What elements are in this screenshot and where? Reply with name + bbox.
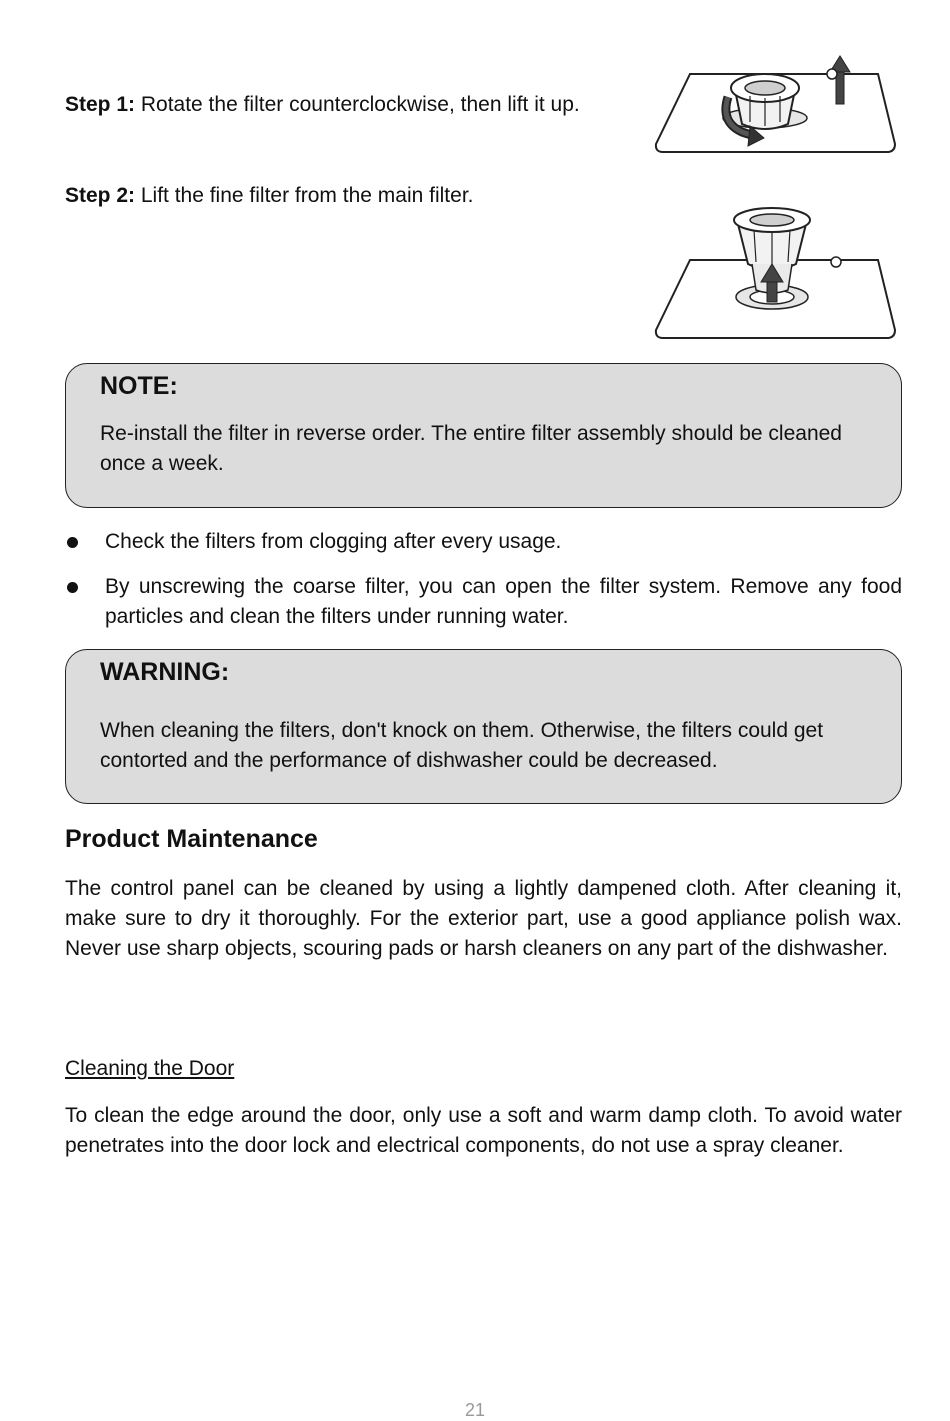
list-item	[65, 572, 902, 632]
note-text: Re-install the filter in reverse order. The entire filter assembly should be cleaned once a week.	[100, 422, 842, 475]
note-box	[65, 363, 902, 508]
bullet-text: By unscrewing the coarse filter, you can open the filter system. Remove any food particles and clean the filters under running water.	[105, 575, 902, 628]
warning-title: WARNING:	[100, 658, 230, 686]
lift-fine-filter-illustration	[650, 202, 900, 342]
list-item	[65, 527, 902, 557]
bullet-icon	[67, 537, 78, 548]
step-1-label: Step 1:	[65, 93, 136, 116]
warning-text: When cleaning the filters, don't knock on them. Otherwise, the filters could get contorted and the performance of dishwasher could be decreased.	[100, 719, 824, 772]
note-title: NOTE:	[100, 372, 178, 400]
rotate-filter-illustration	[650, 52, 900, 157]
door-text: To clean the edge around the door, only use a soft and warm damp cloth. To avoid water penetrates into the door lock and electrical components, do not use a spray cleaner.	[65, 1104, 902, 1157]
bullet-icon	[67, 582, 78, 593]
step-1-text: Rotate the filter counterclockwise, then lift it up.	[135, 93, 580, 116]
bullet-text: Check the filters from clogging after every usage.	[105, 530, 562, 553]
section-heading: Product Maintenance	[65, 825, 318, 853]
step-2-label: Step 2:	[65, 184, 136, 207]
warning-box	[65, 649, 902, 804]
subsection-heading: Cleaning the Door	[65, 1057, 235, 1080]
step-2-text: Lift the fine filter from the main filter.	[135, 184, 474, 207]
maintenance-text: The control panel can be cleaned by using a lightly dampened cloth. After cleaning it, make sure to dry it thoroughly. For the exterior part, use a good appliance polish wax. Never use sharp objects, scouring pads or harsh cleaners on any part of the dishwasher.	[65, 877, 902, 960]
step-2	[65, 183, 474, 209]
page-number: 21	[464, 1400, 486, 1420]
step-1	[65, 92, 580, 118]
